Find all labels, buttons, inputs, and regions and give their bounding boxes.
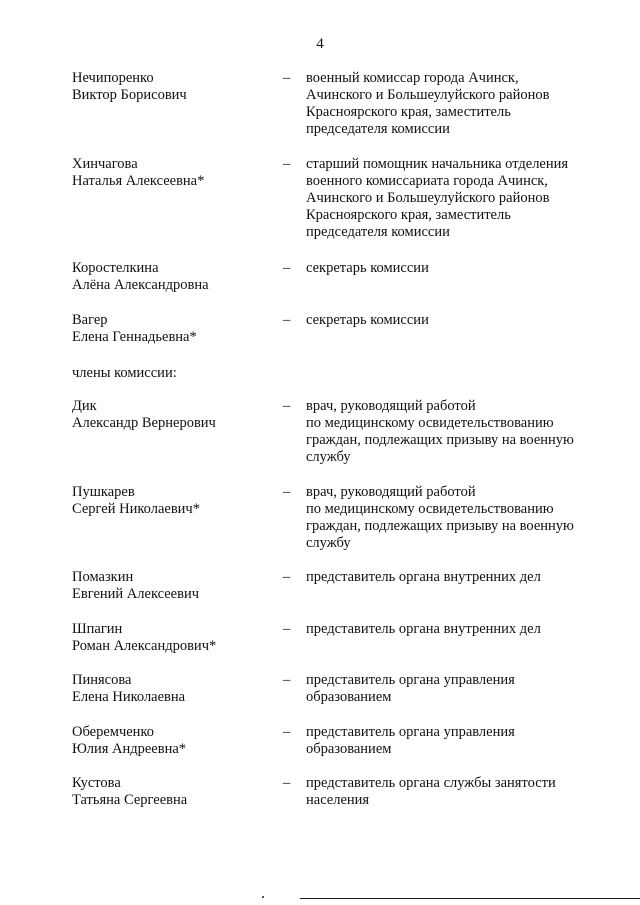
person-given-names: Виктор Борисович (72, 87, 187, 103)
person-given-names: Евгений Алексеевич (72, 586, 200, 602)
dash-separator: – (283, 724, 291, 740)
dash-separator: – (283, 312, 291, 328)
person-name (72, 672, 272, 706)
person-surname: Вагер (72, 312, 108, 328)
person-role: старший помощник начальника отделения военного комиссариата города Ачинск, Ачинского и Большеулуйского районов Красноярского края, заместитель председателя комиссии (306, 156, 569, 240)
person-name (72, 260, 272, 294)
person-name (72, 398, 272, 432)
person-role: секретарь комиссии (306, 312, 429, 328)
person-surname: Нечипоренко (72, 70, 154, 86)
person-given-names: Наталья Алексеевна* (72, 173, 205, 189)
dash-separator: – (283, 156, 291, 172)
person-given-names: Сергей Николаевич* (72, 501, 200, 517)
person-surname: Оберемченко (72, 724, 155, 740)
person-surname: Пинясова (72, 672, 132, 688)
person-role: представитель органа службы занятости населения (306, 775, 556, 808)
person-given-names: Татьяна Сергеевна (72, 792, 188, 808)
dash-separator: – (283, 484, 291, 500)
page-number: 4 (316, 36, 324, 52)
person-surname: Шпагин (72, 621, 123, 637)
person-given-names: Алёна Александровна (72, 277, 209, 293)
person-name (72, 724, 272, 758)
person-role: врач, руководящий работой по медицинскому освидетельствованию граждан, подлежащих призыву на военную службу (306, 484, 574, 551)
person-name (72, 569, 272, 603)
person-name (72, 775, 272, 809)
dash-separator: – (283, 621, 291, 637)
person-surname: Помазкин (72, 569, 134, 585)
person-given-names: Елена Николаевна (72, 689, 186, 705)
person-name (72, 621, 272, 655)
dash-separator: – (283, 569, 291, 585)
person-role: представитель органа внутренних дел (306, 569, 541, 585)
dash-separator: – (283, 775, 291, 791)
bottom-scan-line (300, 898, 640, 899)
person-role: секретарь комиссии (306, 260, 429, 276)
person-name (72, 484, 272, 518)
person-surname: Пушкарев (72, 484, 135, 500)
person-given-names: Александр Вернерович (72, 415, 216, 431)
person-given-names: Юлия Андреевна* (72, 741, 187, 757)
person-name (72, 312, 272, 346)
person-role: врач, руководящий работой по медицинскому освидетельствованию граждан, подлежащих призыву на военную службу (306, 398, 574, 465)
dash-separator: – (283, 260, 291, 276)
dash-separator: – (283, 70, 291, 86)
person-role: представитель органа внутренних дел (306, 621, 541, 637)
person-surname: Дик (72, 398, 97, 414)
person-given-names: Елена Геннадьевна* (72, 329, 197, 345)
person-given-names: Роман Александрович* (72, 638, 217, 654)
scan-speck (262, 896, 264, 898)
dash-separator: – (283, 672, 291, 688)
person-surname: Кустова (72, 775, 121, 791)
person-role: представитель органа управления образованием (306, 724, 515, 757)
person-name (72, 156, 272, 190)
person-role: представитель органа управления образованием (306, 672, 515, 705)
members-section-label: члены комиссии: (72, 365, 177, 381)
dash-separator: – (283, 398, 291, 414)
person-role: военный комиссар города Ачинск, Ачинского и Большеулуйского районов Красноярского края, заместитель председателя комиссии (306, 70, 550, 137)
person-surname: Коростелкина (72, 260, 159, 276)
person-surname: Хинчагова (72, 156, 138, 172)
person-name (72, 70, 272, 104)
